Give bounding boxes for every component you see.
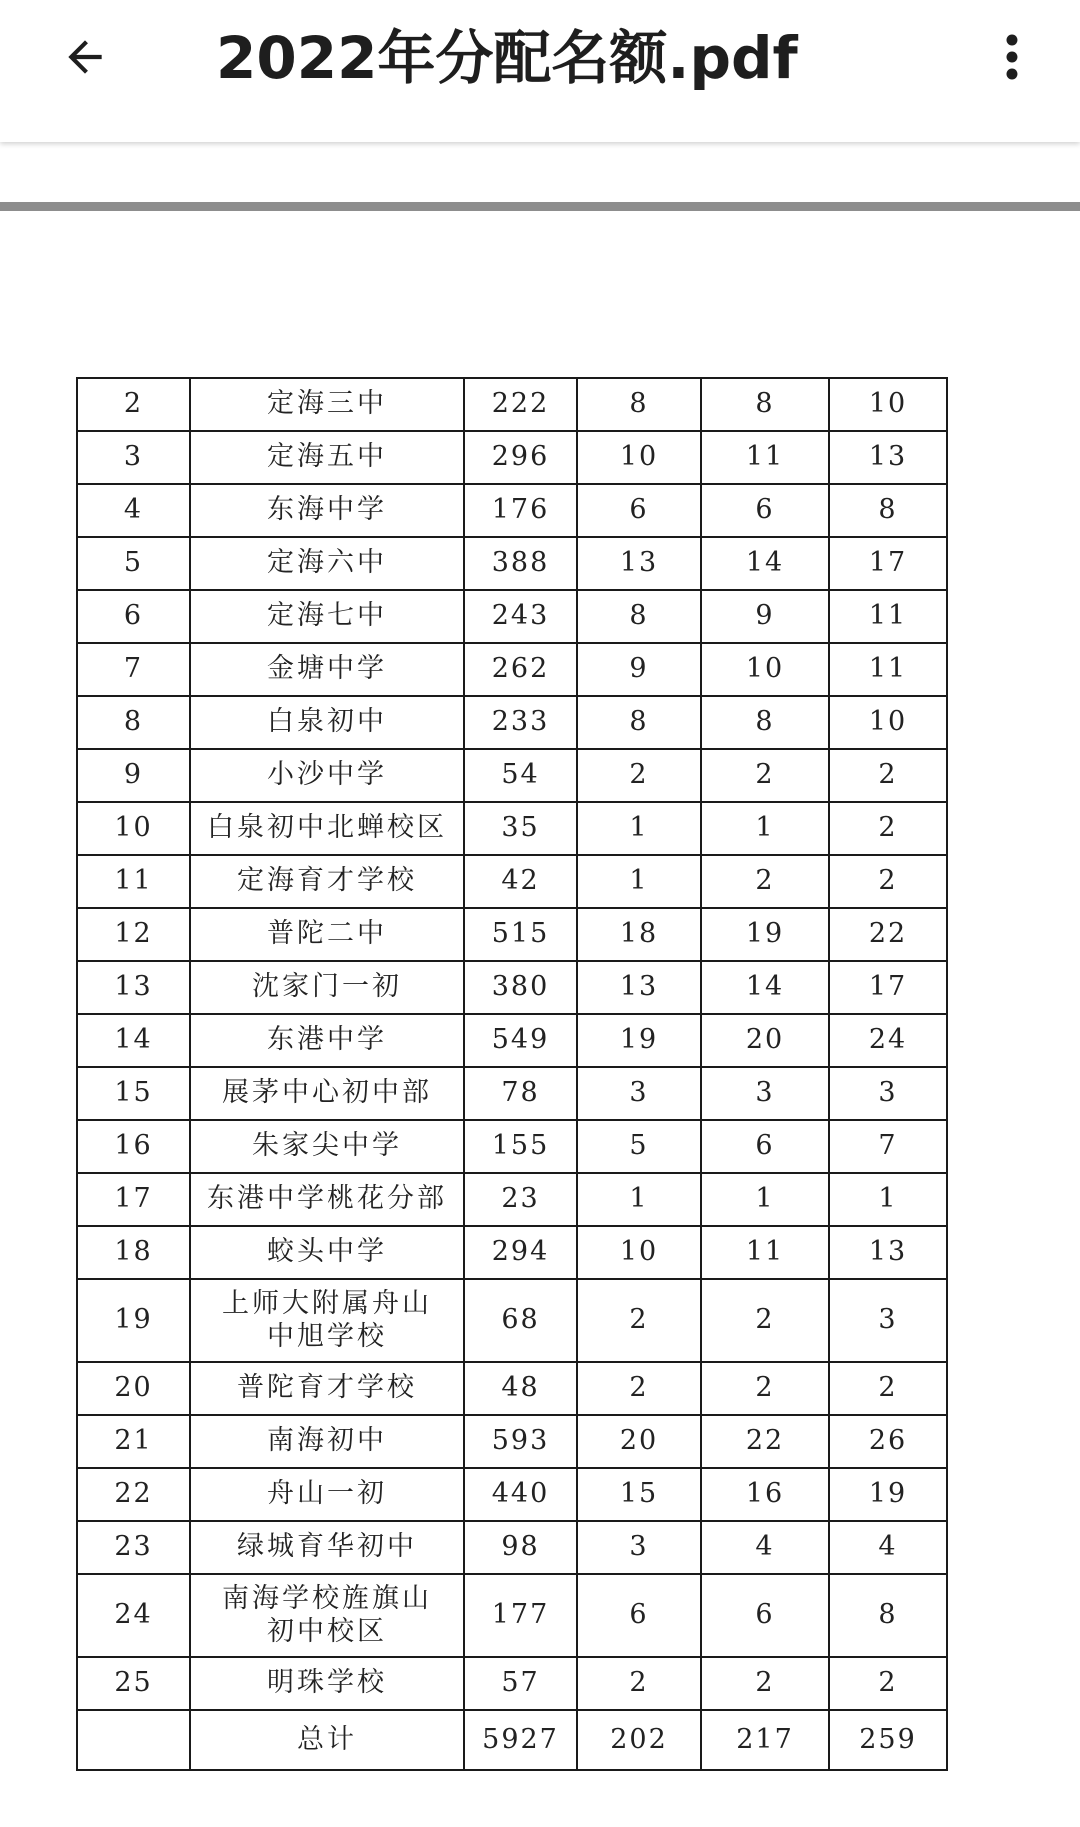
quota-cell-b: 19 [701,908,829,961]
school-name-cell: 定海六中 [190,537,464,590]
quota-cell-a: 19 [577,1014,701,1067]
row-number-cell: 7 [77,643,190,696]
quota-total-cell: 262 [464,643,577,696]
quota-cell-c: 2 [829,855,947,908]
quota-total-cell: 380 [464,961,577,1014]
school-name-cell: 普陀二中 [190,908,464,961]
quota-total-cell: 294 [464,1226,577,1279]
quota-cell-b: 16 [701,1468,829,1521]
table-row [77,643,947,696]
quota-cell-a: 202 [577,1710,701,1770]
school-name-cell: 普陀育才学校 [190,1362,464,1415]
quota-total-cell: 177 [464,1574,577,1657]
quota-total-cell: 593 [464,1415,577,1468]
quota-cell-c: 3 [829,1279,947,1362]
quota-cell-a: 10 [577,431,701,484]
quota-total-cell: 54 [464,749,577,802]
row-number-cell: 20 [77,1362,190,1415]
quota-cell-c: 24 [829,1014,947,1067]
school-name-line-1: 南海学校旌旗山 [222,1583,432,1615]
school-name-cell: 南海初中 [190,1415,464,1468]
quota-cell-a: 2 [577,1657,701,1710]
quota-cell-a: 3 [577,1067,701,1120]
quota-cell-c: 8 [829,484,947,537]
row-number-cell: 5 [77,537,190,590]
quota-cell-b: 217 [701,1710,829,1770]
row-number-cell: 24 [77,1574,190,1657]
school-name-line-2: 初中校区 [267,1615,387,1647]
school-name-cell [190,1574,464,1657]
school-name-cell: 沈家门一初 [190,961,464,1014]
quota-cell-b: 2 [701,749,829,802]
quota-cell-c: 13 [829,431,947,484]
quota-cell-b: 4 [701,1521,829,1574]
quota-cell-a: 1 [577,802,701,855]
quota-cell-c: 2 [829,749,947,802]
quota-cell-b: 20 [701,1014,829,1067]
quota-cell-c: 22 [829,908,947,961]
table-row [77,1173,947,1226]
quota-total-cell: 42 [464,855,577,908]
school-name-cell [190,1279,464,1362]
quota-total-cell: 23 [464,1173,577,1226]
quota-cell-b: 6 [701,1574,829,1657]
quota-cell-c: 7 [829,1120,947,1173]
row-number-cell: 8 [77,696,190,749]
school-name-cell: 定海七中 [190,590,464,643]
quota-cell-a: 9 [577,643,701,696]
school-name-cell: 展茅中心初中部 [190,1067,464,1120]
quota-cell-a: 3 [577,1521,701,1574]
table-row [77,1657,947,1710]
quota-total-cell: 515 [464,908,577,961]
quota-cell-b: 1 [701,802,829,855]
table-row [77,1521,947,1574]
row-number-cell: 4 [77,484,190,537]
quota-cell-c: 8 [829,1574,947,1657]
table-row [77,537,947,590]
school-name-line-1: 上师大附属舟山 [222,1288,432,1320]
quota-cell-a: 5 [577,1120,701,1173]
table-row [77,1415,947,1468]
allocation-table [76,377,948,1771]
school-name-cell: 东港中学桃花分部 [190,1173,464,1226]
quota-cell-b: 2 [701,855,829,908]
row-number-cell: 25 [77,1657,190,1710]
school-name-cell: 定海育才学校 [190,855,464,908]
quota-cell-c: 26 [829,1415,947,1468]
quota-cell-a: 13 [577,537,701,590]
quota-cell-a: 2 [577,1279,701,1362]
page-separator [0,202,1080,211]
quota-cell-c: 11 [829,590,947,643]
quota-cell-b: 9 [701,590,829,643]
quota-cell-c: 10 [829,696,947,749]
quota-cell-c: 13 [829,1226,947,1279]
school-name-cell: 舟山一初 [190,1468,464,1521]
quota-cell-b: 2 [701,1362,829,1415]
quota-total-cell: 155 [464,1120,577,1173]
row-number-cell: 17 [77,1173,190,1226]
document-title: 2022年分配名额.pdf [216,24,798,92]
school-name-line-2: 中旭学校 [267,1320,387,1352]
app-bar [0,0,1080,142]
table-row [77,484,947,537]
quota-total-cell: 48 [464,1362,577,1415]
quota-cell-a: 13 [577,961,701,1014]
quota-total-cell: 222 [464,378,577,431]
quota-cell-b: 2 [701,1279,829,1362]
table-row [77,1468,947,1521]
school-name-cell: 定海三中 [190,378,464,431]
table-row [77,590,947,643]
school-name-cell: 绿城育华初中 [190,1521,464,1574]
row-number-cell: 12 [77,908,190,961]
more-options-button[interactable] [990,24,1034,90]
row-number-cell: 14 [77,1014,190,1067]
quota-cell-a: 6 [577,1574,701,1657]
table-row [77,908,947,961]
school-name-cell: 小沙中学 [190,749,464,802]
quota-cell-a: 8 [577,378,701,431]
pdf-viewer[interactable] [0,150,1080,1827]
table-total-row [77,1710,947,1770]
row-number-cell [77,1710,190,1770]
quota-cell-b: 2 [701,1657,829,1710]
row-number-cell: 22 [77,1468,190,1521]
total-label-cell: 总计 [190,1710,464,1770]
quota-total-cell: 68 [464,1279,577,1362]
quota-cell-b: 10 [701,643,829,696]
school-name-cell: 东港中学 [190,1014,464,1067]
row-number-cell: 18 [77,1226,190,1279]
row-number-cell: 23 [77,1521,190,1574]
table-row [77,961,947,1014]
school-name-cell: 定海五中 [190,431,464,484]
quota-cell-c: 3 [829,1067,947,1120]
quota-cell-c: 2 [829,1362,947,1415]
table-row [77,855,947,908]
quota-cell-c: 2 [829,802,947,855]
quota-cell-a: 6 [577,484,701,537]
table-row [77,1279,947,1362]
row-number-cell: 2 [77,378,190,431]
quota-cell-a: 1 [577,1173,701,1226]
quota-total-cell: 243 [464,590,577,643]
quota-total-cell: 388 [464,537,577,590]
quota-total-cell: 549 [464,1014,577,1067]
row-number-cell: 9 [77,749,190,802]
table-row [77,1362,947,1415]
quota-total-cell: 57 [464,1657,577,1710]
quota-total-cell: 78 [464,1067,577,1120]
quota-cell-a: 8 [577,590,701,643]
quota-total-cell: 176 [464,484,577,537]
back-button[interactable] [52,24,118,90]
quota-cell-a: 18 [577,908,701,961]
quota-total-cell: 233 [464,696,577,749]
table-row [77,1014,947,1067]
quota-cell-c: 259 [829,1710,947,1770]
quota-cell-c: 1 [829,1173,947,1226]
table-row [77,749,947,802]
arrow-left-icon [60,32,110,82]
quota-cell-b: 14 [701,537,829,590]
row-number-cell: 3 [77,431,190,484]
table-row [77,696,947,749]
quota-cell-b: 6 [701,1120,829,1173]
more-vertical-icon [1005,32,1019,82]
quota-cell-a: 2 [577,1362,701,1415]
table-row [77,1226,947,1279]
table-row [77,1120,947,1173]
quota-cell-a: 2 [577,749,701,802]
quota-total-cell: 98 [464,1521,577,1574]
quota-cell-c: 10 [829,378,947,431]
school-name-cell: 白泉初中 [190,696,464,749]
quota-cell-b: 8 [701,696,829,749]
quota-cell-c: 17 [829,961,947,1014]
row-number-cell: 19 [77,1279,190,1362]
quota-total-cell: 440 [464,1468,577,1521]
quota-cell-c: 19 [829,1468,947,1521]
table-row [77,802,947,855]
quota-cell-c: 11 [829,643,947,696]
quota-cell-a: 20 [577,1415,701,1468]
table-row [77,378,947,431]
quota-cell-b: 3 [701,1067,829,1120]
school-name-cell: 蛟头中学 [190,1226,464,1279]
row-number-cell: 10 [77,802,190,855]
quota-cell-b: 11 [701,431,829,484]
school-name-cell: 朱家尖中学 [190,1120,464,1173]
school-name-cell: 东海中学 [190,484,464,537]
table-row [77,431,947,484]
quota-cell-a: 1 [577,855,701,908]
quota-cell-c: 4 [829,1521,947,1574]
quota-cell-b: 6 [701,484,829,537]
quota-cell-b: 22 [701,1415,829,1468]
school-name-cell: 金塘中学 [190,643,464,696]
quota-cell-b: 1 [701,1173,829,1226]
table-row [77,1574,947,1657]
quota-cell-b: 14 [701,961,829,1014]
quota-cell-c: 2 [829,1657,947,1710]
quota-total-cell: 35 [464,802,577,855]
table-row [77,1067,947,1120]
quota-cell-a: 10 [577,1226,701,1279]
school-name-cell: 明珠学校 [190,1657,464,1710]
row-number-cell: 16 [77,1120,190,1173]
row-number-cell: 11 [77,855,190,908]
school-name-cell: 白泉初中北蝉校区 [190,802,464,855]
quota-cell-b: 8 [701,378,829,431]
quota-cell-a: 15 [577,1468,701,1521]
quota-cell-c: 17 [829,537,947,590]
pdf-page [0,211,1080,1827]
quota-cell-a: 8 [577,696,701,749]
row-number-cell: 21 [77,1415,190,1468]
quota-total-cell: 5927 [464,1710,577,1770]
row-number-cell: 15 [77,1067,190,1120]
row-number-cell: 13 [77,961,190,1014]
quota-total-cell: 296 [464,431,577,484]
quota-cell-b: 11 [701,1226,829,1279]
row-number-cell: 6 [77,590,190,643]
